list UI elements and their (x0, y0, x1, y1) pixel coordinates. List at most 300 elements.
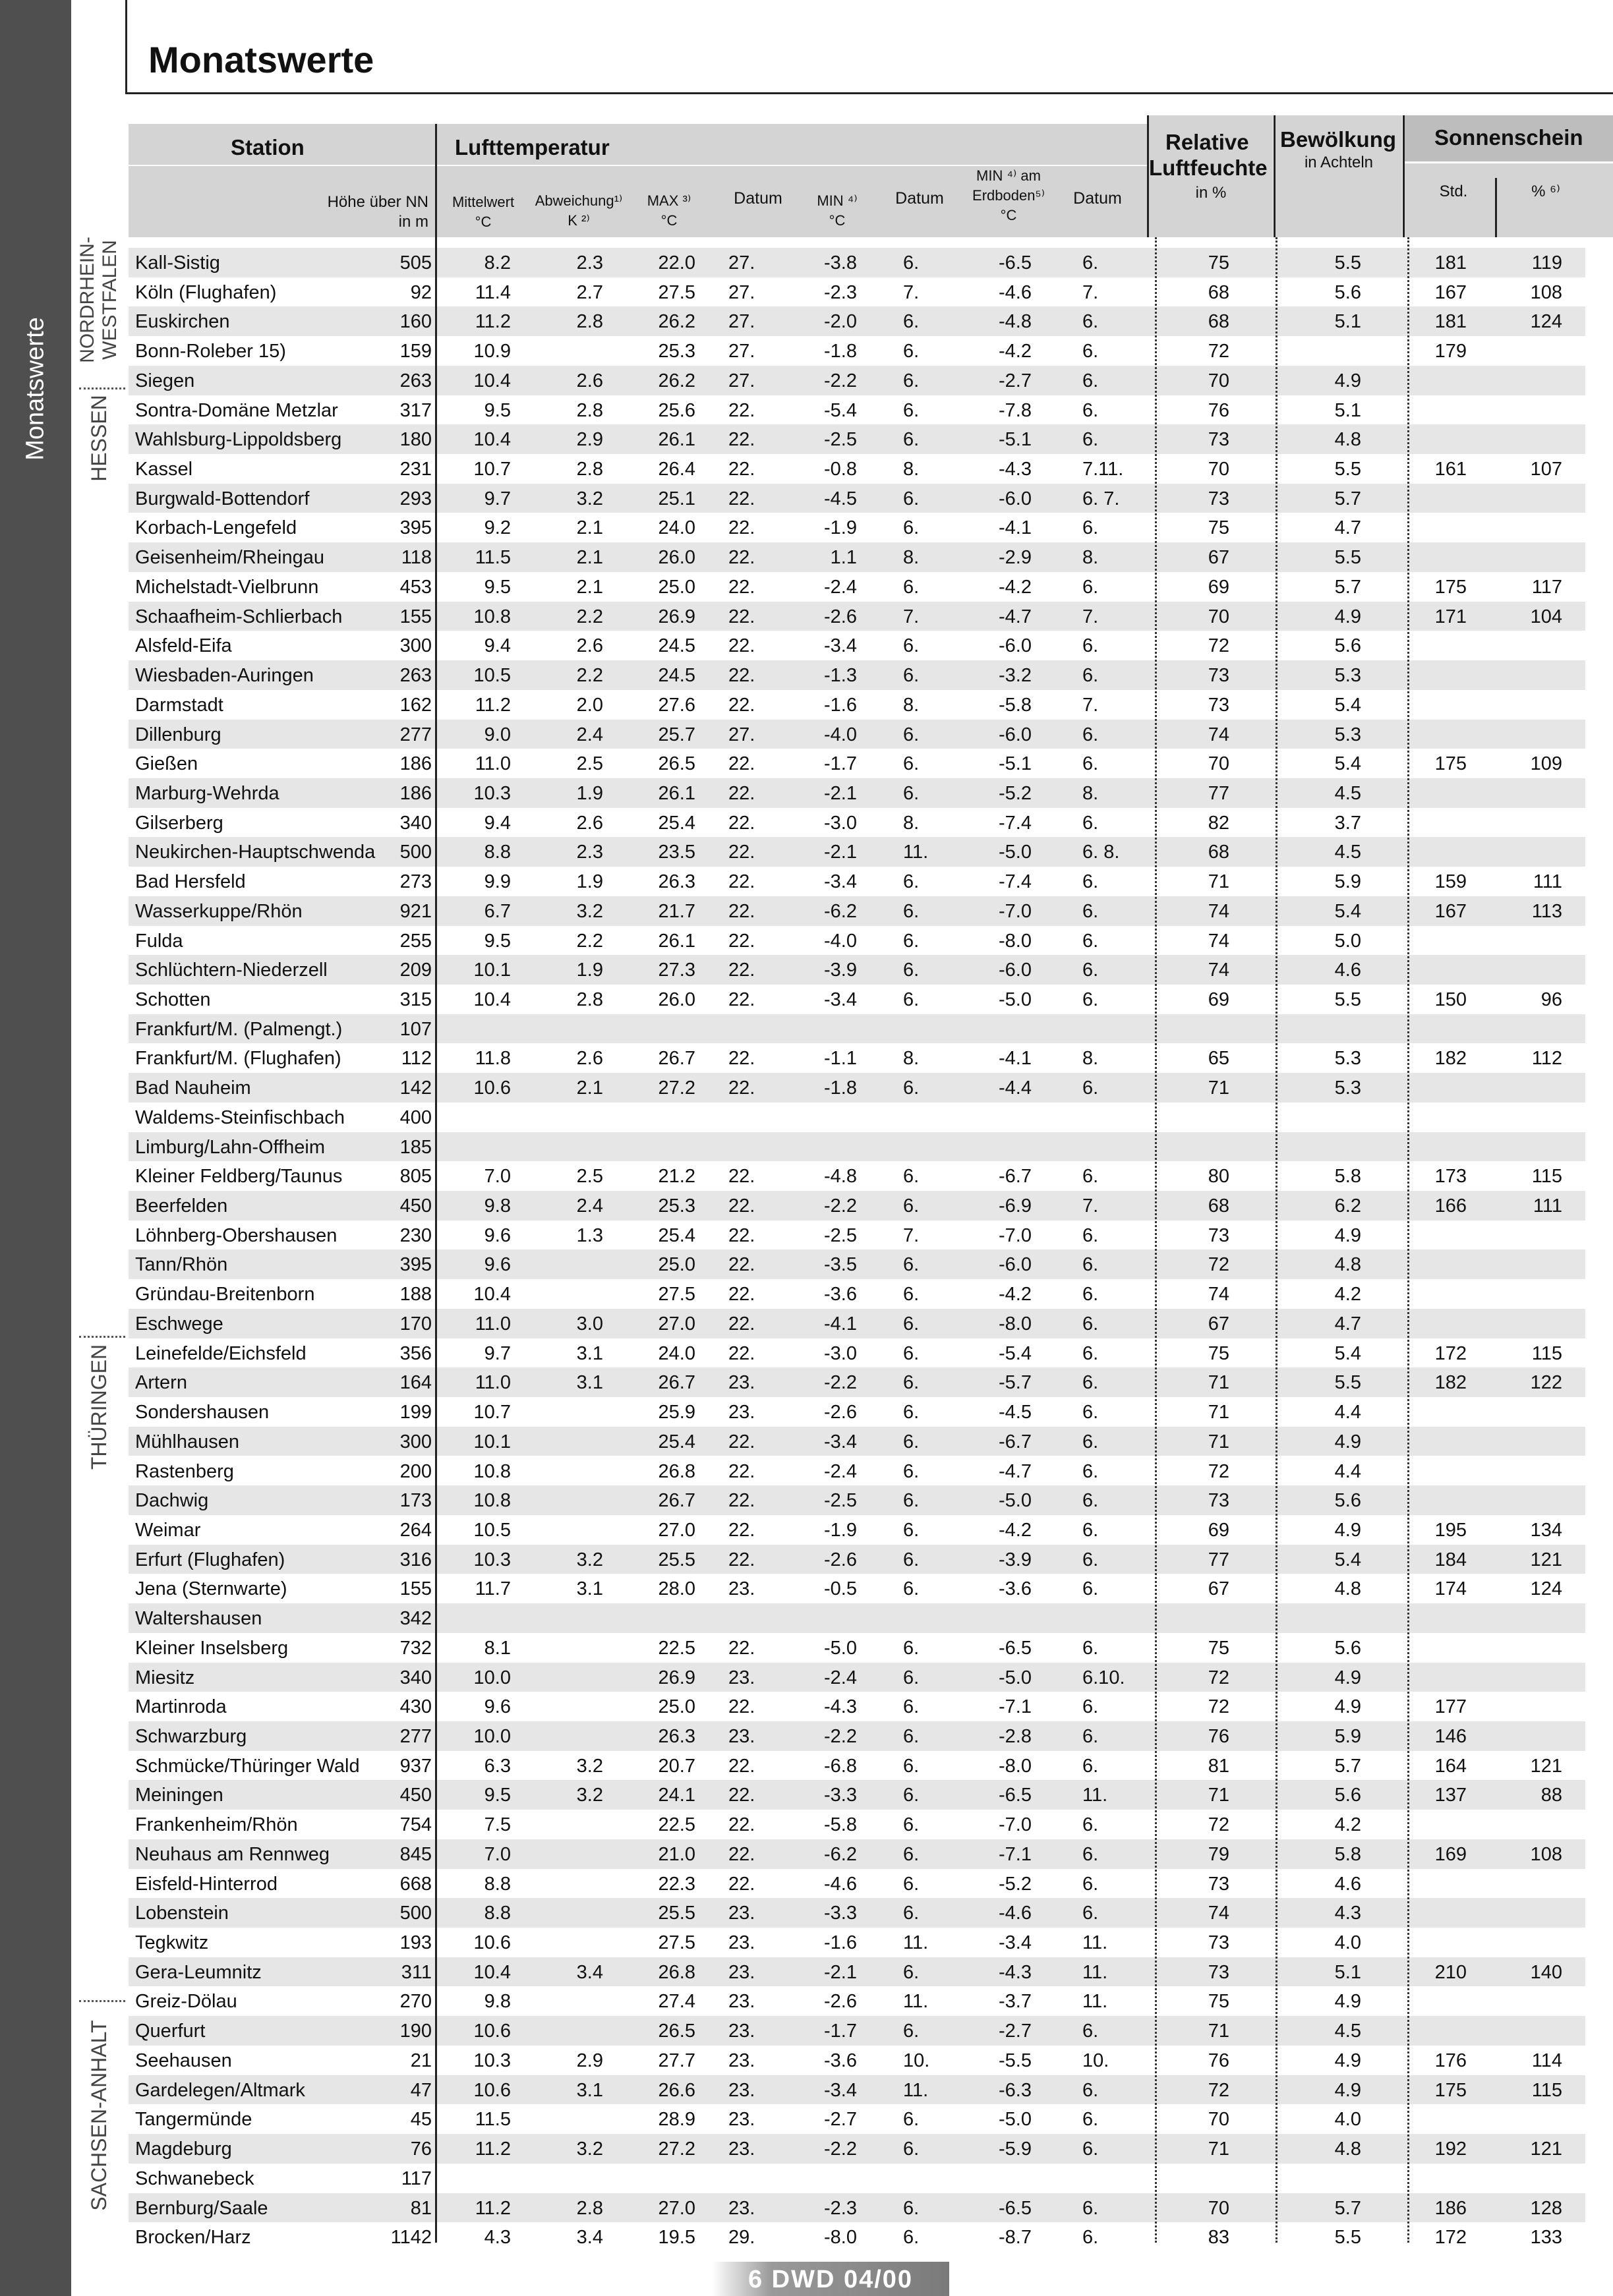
cell-max: 19.5 (658, 2227, 695, 2249)
cell-min: -3.3 (824, 1785, 857, 1806)
table-row (129, 424, 1585, 454)
cell-max: 24.5 (658, 665, 695, 687)
table-row (129, 2016, 1585, 2046)
cell-max: 25.1 (658, 488, 695, 509)
cell-max: 26.7 (658, 1372, 695, 1394)
cell-abweichung: 3.2 (576, 1549, 603, 1570)
cell-humidity: 72 (1208, 341, 1229, 362)
cell-humidity: 72 (1208, 1667, 1229, 1688)
cell-hoehe: 155 (399, 1578, 432, 1600)
region-thueringen: THÜRINGEN (87, 1344, 111, 1470)
cell-min: -2.6 (824, 1549, 857, 1570)
table-row (129, 1663, 1585, 1692)
cell-max-datum: 22. (728, 1342, 755, 1364)
cell-mittelwert: 9.5 (484, 1785, 511, 1806)
cell-max: 25.5 (658, 1903, 695, 1924)
cell-min: -6.2 (824, 1843, 857, 1865)
cell-hoehe: 170 (399, 1313, 432, 1335)
cell-station-name: Kleiner Inselsberg (135, 1637, 289, 1659)
cell-erdboden-datum: 6. (1082, 2227, 1099, 2249)
cell-max: 27.6 (658, 694, 695, 716)
cell-min: -3.4 (824, 871, 857, 893)
cell-cloud: 5.5 (1334, 459, 1361, 480)
cell-mittelwert: 7.0 (484, 1166, 511, 1188)
table-row (129, 837, 1585, 867)
cell-max: 25.6 (658, 399, 695, 421)
cell-cloud: 5.7 (1334, 2197, 1361, 2219)
cell-erdboden-datum: 6. (1082, 1637, 1099, 1659)
cell-min: -2.5 (824, 1224, 857, 1246)
cell-humidity: 68 (1208, 281, 1229, 303)
cell-min: -3.6 (824, 2050, 857, 2071)
cell-hoehe: 317 (399, 399, 432, 421)
cell-cloud: 5.5 (1334, 989, 1361, 1010)
cell-min-datum: 6. (903, 2109, 920, 2131)
cell-max: 24.1 (658, 1785, 695, 1806)
cell-max: 26.8 (658, 1460, 695, 1482)
cell-humidity: 75 (1208, 1342, 1229, 1364)
cell-hoehe: 118 (401, 547, 432, 569)
cell-abweichung: 3.4 (576, 1961, 603, 1983)
cell-min: -2.4 (824, 576, 857, 598)
cell-cloud: 5.4 (1334, 1549, 1361, 1570)
cell-max: 27.0 (658, 1519, 695, 1541)
cell-humidity: 70 (1208, 606, 1229, 627)
cell-station-name: Waltershausen (135, 1608, 262, 1630)
table-row (129, 1928, 1585, 1957)
table-row (129, 1367, 1585, 1397)
cell-max: 22.3 (658, 1873, 695, 1895)
cell-erdboden-datum: 6. (1082, 429, 1099, 451)
cell-max-datum: 23. (728, 1961, 755, 1983)
cell-humidity: 71 (1208, 1372, 1229, 1394)
cell-humidity: 73 (1208, 429, 1229, 451)
cell-hoehe: 340 (399, 812, 432, 834)
cell-max: 25.5 (658, 1549, 695, 1570)
cell-erdboden-datum: 6. (1082, 2109, 1099, 2131)
cell-humidity: 67 (1208, 1578, 1229, 1600)
table-row (129, 1103, 1585, 1132)
cell-sun-std: 175 (1434, 576, 1467, 598)
cell-min: -1.9 (824, 517, 857, 539)
cell-abweichung: 3.4 (576, 2227, 603, 2249)
region-separator (79, 1336, 125, 1338)
cell-min-erdboden: -7.1 (999, 1696, 1032, 1718)
cell-min-datum: 6. (903, 1460, 920, 1482)
cell-cloud: 5.9 (1334, 871, 1361, 893)
cell-sun-pct: 115 (1531, 1166, 1562, 1188)
cell-sun-std: 161 (1434, 459, 1467, 480)
cell-hoehe: 190 (399, 2021, 432, 2042)
cell-max: 26.1 (658, 782, 695, 804)
cell-max: 25.4 (658, 1224, 695, 1246)
cell-hoehe: 754 (399, 1814, 432, 1836)
cell-erdboden-datum: 6. (1082, 1402, 1099, 1423)
cell-max-datum: 22. (728, 694, 755, 716)
cell-hoehe: 805 (399, 1166, 432, 1188)
cell-erdboden-datum: 6. (1082, 576, 1099, 598)
cell-max: 25.4 (658, 1431, 695, 1452)
cell-mittelwert: 10.3 (473, 1549, 511, 1570)
cell-station-name: Gera-Leumnitz (135, 1961, 262, 1983)
cell-min: -3.4 (824, 989, 857, 1010)
cell-station-name: Burgwald-Bottendorf (135, 488, 310, 509)
cell-max: 26.5 (658, 753, 695, 775)
cell-station-name: Schaafheim-Schlierbach (135, 606, 343, 627)
cell-cloud: 4.8 (1334, 1578, 1361, 1600)
cell-min: -2.3 (824, 2197, 857, 2219)
cell-abweichung: 2.6 (576, 635, 603, 657)
cell-min: -1.3 (824, 665, 857, 687)
cell-max: 25.7 (658, 724, 695, 745)
cell-min-datum: 6. (903, 1578, 920, 1600)
cell-min-datum: 6. (903, 2138, 920, 2160)
cell-mittelwert: 9.6 (484, 1254, 511, 1276)
cell-max-datum: 22. (728, 459, 755, 480)
cell-max-datum: 22. (728, 576, 755, 598)
cell-max-datum: 22. (728, 517, 755, 539)
cell-sun-pct: 117 (1531, 576, 1562, 598)
cell-station-name: Neuhaus am Rennweg (135, 1843, 330, 1865)
cell-hoehe: 180 (399, 429, 432, 451)
cell-humidity: 72 (1208, 1254, 1229, 1276)
cell-erdboden-datum: 6. (1082, 1254, 1099, 1276)
header-luftfeuchte: Luftfeuchte (1149, 156, 1268, 180)
cell-hoehe: 164 (399, 1372, 432, 1394)
header-pct: % ⁶⁾ (1531, 183, 1560, 200)
cell-min-erdboden: -4.2 (999, 1284, 1032, 1306)
table-row (129, 631, 1585, 660)
cell-station-name: Eschwege (135, 1313, 223, 1335)
cell-mittelwert: 10.8 (473, 1490, 511, 1512)
cell-mittelwert: 10.0 (473, 1667, 511, 1688)
cell-hoehe: 200 (399, 1460, 432, 1482)
cell-cloud: 5.3 (1334, 724, 1361, 745)
cell-hoehe: 277 (399, 724, 432, 745)
cell-min-datum: 6. (903, 2197, 920, 2219)
cell-min-datum: 6. (903, 1785, 920, 1806)
table-row (129, 1014, 1585, 1044)
cell-min-datum: 6. (903, 1077, 920, 1099)
cell-max-datum: 27. (728, 724, 755, 745)
cell-station-name: Alsfeld-Eifa (135, 635, 232, 657)
cell-cloud: 5.9 (1334, 1726, 1361, 1747)
cell-abweichung: 2.6 (576, 812, 603, 834)
table-row (129, 1249, 1585, 1279)
cell-humidity: 73 (1208, 488, 1229, 509)
cell-cloud: 4.7 (1334, 517, 1361, 539)
cell-max: 27.5 (658, 1932, 695, 1954)
cell-max-datum: 22. (728, 606, 755, 627)
cell-min-erdboden: -3.7 (999, 1991, 1032, 2013)
cell-max: 27.7 (658, 2050, 695, 2071)
cell-min: -2.2 (824, 1195, 857, 1217)
table-row (129, 1191, 1585, 1220)
cell-hoehe: 117 (401, 2167, 432, 2189)
cell-min: -2.5 (824, 1490, 857, 1512)
cell-min-datum: 8. (903, 812, 920, 834)
table-row (129, 1633, 1585, 1663)
cell-min-erdboden: -4.3 (999, 1961, 1032, 1983)
table-row (129, 1132, 1585, 1162)
cell-mittelwert: 8.2 (484, 252, 511, 273)
cell-max-datum: 22. (728, 1077, 755, 1099)
cell-station-name: Gardelegen/Altmark (135, 2079, 305, 2101)
cell-min-erdboden: -6.9 (999, 1195, 1032, 1217)
cell-cloud: 5.1 (1334, 1961, 1361, 1983)
cell-sun-std: 171 (1434, 606, 1467, 627)
cell-min-erdboden: -6.0 (999, 635, 1032, 657)
cell-min-datum: 6. (903, 2021, 920, 2042)
cell-min: -0.8 (824, 459, 857, 480)
cell-hoehe: 277 (399, 1726, 432, 1747)
cell-mittelwert: 9.2 (484, 517, 511, 539)
cell-humidity: 69 (1208, 576, 1229, 598)
cell-erdboden-datum: 6. (1082, 1166, 1099, 1188)
cell-min: -5.0 (824, 1637, 857, 1659)
cell-abweichung: 2.2 (576, 930, 603, 952)
table-row (129, 1545, 1585, 1574)
cell-cloud: 4.6 (1334, 960, 1361, 981)
cell-min: -3.0 (824, 812, 857, 834)
cell-humidity: 68 (1208, 1195, 1229, 1217)
cell-erdboden-datum: 6. (1082, 989, 1099, 1010)
cell-min-erdboden: -6.5 (999, 2197, 1032, 2219)
cell-station-name: Weimar (135, 1519, 201, 1541)
cell-station-name: Löhnberg-Obershausen (135, 1224, 337, 1246)
table-row (129, 1515, 1585, 1545)
cell-erdboden-datum: 6. (1082, 517, 1099, 539)
cell-min-erdboden: -6.5 (999, 1785, 1032, 1806)
cell-min-datum: 11. (903, 1932, 929, 1954)
cell-min-erdboden: -5.8 (999, 694, 1032, 716)
cell-max-datum: 23. (728, 1667, 755, 1688)
cell-hoehe: 273 (399, 871, 432, 893)
cell-min-erdboden: -5.1 (999, 429, 1032, 451)
cell-erdboden-datum: 10. (1082, 2050, 1109, 2071)
table-row (129, 454, 1585, 484)
cell-station-name: Rastenberg (135, 1460, 234, 1482)
cell-cloud: 4.0 (1334, 1932, 1361, 1954)
cell-humidity: 72 (1208, 2079, 1229, 2101)
cell-mittelwert: 11.8 (475, 1048, 511, 1070)
cell-max: 22.5 (658, 1637, 695, 1659)
cell-hoehe: 21 (410, 2050, 432, 2071)
cell-min-datum: 6. (903, 1667, 920, 1688)
cell-cloud: 5.3 (1334, 1048, 1361, 1070)
table-row (129, 720, 1585, 749)
table-row (129, 277, 1585, 307)
station-divider (435, 124, 437, 2243)
cell-min-erdboden: -4.3 (999, 459, 1032, 480)
cell-min-erdboden: -5.0 (999, 1490, 1032, 1512)
cell-hoehe: 430 (399, 1696, 432, 1718)
header-lufttemperatur: Lufttemperatur (455, 135, 610, 159)
cell-mittelwert: 11.2 (475, 311, 511, 333)
cell-cloud: 5.3 (1334, 1077, 1361, 1099)
cell-max: 26.0 (658, 989, 695, 1010)
cell-max-datum: 23. (728, 2021, 755, 2042)
cell-abweichung: 2.8 (576, 399, 603, 421)
cell-station-name: Dachwig (135, 1490, 209, 1512)
cell-mittelwert: 10.4 (473, 989, 511, 1010)
cell-sun-pct: 112 (1531, 1048, 1562, 1070)
cell-station-name: Sontra-Domäne Metzlar (135, 399, 338, 421)
cell-min: -2.4 (824, 1460, 857, 1482)
cell-station-name: Schwarzburg (135, 1726, 247, 1747)
cell-max: 27.4 (658, 1991, 695, 2013)
cell-max: 25.0 (658, 1696, 695, 1718)
cell-hoehe: 209 (399, 960, 432, 981)
cell-cloud: 5.5 (1334, 1372, 1361, 1394)
cell-cloud: 4.5 (1334, 782, 1361, 804)
cell-max-datum: 22. (728, 1166, 755, 1188)
cell-hoehe: 263 (399, 665, 432, 687)
cell-min-erdboden: -4.8 (999, 311, 1032, 333)
cell-cloud: 4.9 (1334, 370, 1361, 391)
cell-sun-std: 172 (1434, 1342, 1467, 1364)
cell-abweichung: 2.2 (576, 606, 603, 627)
cell-hoehe: 185 (399, 1136, 432, 1158)
cell-min-erdboden: -5.4 (999, 1342, 1032, 1364)
cell-sun-std: 164 (1434, 1755, 1467, 1777)
cell-humidity: 67 (1208, 547, 1229, 569)
cell-min: -2.3 (824, 281, 857, 303)
cell-max: 27.0 (658, 1313, 695, 1335)
cell-humidity: 73 (1208, 665, 1229, 687)
cell-station-name: Magdeburg (135, 2138, 232, 2160)
cell-humidity: 69 (1208, 1519, 1229, 1541)
header-station: Station (231, 135, 305, 159)
region-separator (79, 387, 125, 389)
cell-cloud: 4.2 (1334, 1284, 1361, 1306)
cell-humidity: 73 (1208, 1224, 1229, 1246)
cell-sun-std: 181 (1434, 311, 1467, 333)
cell-hoehe: 142 (399, 1077, 432, 1099)
cell-hoehe: 845 (399, 1843, 432, 1865)
cell-abweichung: 2.9 (576, 2050, 603, 2071)
cell-abweichung: 2.1 (576, 576, 603, 598)
cell-erdboden-datum: 7. (1082, 606, 1099, 627)
cell-abweichung: 3.0 (576, 1313, 603, 1335)
cell-mittelwert: 9.6 (484, 1696, 511, 1718)
table-row (129, 2046, 1585, 2075)
cell-abweichung: 2.8 (576, 2197, 603, 2219)
cloud-divider (1274, 115, 1276, 237)
cell-sun-std: 182 (1434, 1048, 1467, 1070)
cell-erdboden-datum: 6. (1082, 930, 1099, 952)
cell-erdboden-datum: 6. (1082, 1490, 1099, 1512)
cell-min-erdboden: -4.6 (999, 1903, 1032, 1924)
cell-sun-pct: 115 (1531, 1342, 1562, 1364)
cell-mittelwert: 10.6 (473, 2079, 511, 2101)
table-row (129, 306, 1585, 336)
cell-humidity: 71 (1208, 2138, 1229, 2160)
cell-min-erdboden: -7.0 (999, 1224, 1032, 1246)
table-row (129, 1957, 1585, 1987)
cell-hoehe: 230 (399, 1224, 432, 1246)
cell-max: 21.2 (658, 1166, 695, 1188)
cell-station-name: Martinroda (135, 1696, 227, 1718)
cell-min-erdboden: -5.5 (999, 2050, 1032, 2071)
cell-max: 25.3 (658, 341, 695, 362)
cell-erdboden-datum: 6. (1082, 311, 1099, 333)
cell-erdboden-datum: 11. (1082, 1991, 1108, 2013)
cell-min: -2.4 (824, 1667, 857, 1688)
cell-erdboden-datum: 6. (1082, 665, 1099, 687)
table-row (129, 1043, 1585, 1073)
cell-humidity: 74 (1208, 900, 1229, 922)
table-row (129, 1898, 1585, 1928)
cell-sun-pct: 109 (1530, 753, 1562, 775)
cell-erdboden-datum: 8. (1082, 1048, 1099, 1070)
cell-max-datum: 23. (728, 2050, 755, 2071)
cell-abweichung: 2.9 (576, 429, 603, 451)
header-abweichung: Abweichung¹⁾ K ²⁾ (535, 192, 623, 229)
cell-station-name: Meiningen (135, 1785, 223, 1806)
cell-max-datum: 22. (728, 930, 755, 952)
cell-humidity: 70 (1208, 370, 1229, 391)
cell-sun-pct: 114 (1531, 2050, 1562, 2071)
cell-max-datum: 23. (728, 1402, 755, 1423)
cell-mittelwert: 8.1 (484, 1637, 511, 1659)
cell-cloud: 6.2 (1334, 1195, 1361, 1217)
cell-erdboden-datum: 6. (1082, 399, 1099, 421)
sun-std-divider (1495, 178, 1497, 237)
cell-max-datum: 27. (728, 281, 755, 303)
cell-erdboden-datum: 6. (1082, 341, 1099, 362)
cell-sun-std: 175 (1434, 2079, 1467, 2101)
cell-humidity: 72 (1208, 1460, 1229, 1482)
cell-min-erdboden: -2.9 (999, 547, 1032, 569)
cell-sun-pct: 121 (1530, 1755, 1562, 1777)
cell-min-erdboden: -5.0 (999, 989, 1032, 1010)
cell-max-datum: 22. (728, 1755, 755, 1777)
cell-cloud: 5.6 (1334, 635, 1361, 657)
cell-abweichung: 1.9 (576, 871, 603, 893)
cell-min-datum: 6. (903, 1313, 920, 1335)
cell-hoehe: 342 (399, 1608, 432, 1630)
cell-min: -1.9 (824, 1519, 857, 1541)
cell-station-name: Greiz-Dölau (135, 1991, 237, 2013)
table-row (129, 2193, 1585, 2223)
cell-humidity: 70 (1208, 2109, 1229, 2131)
cell-humidity: 69 (1208, 989, 1229, 1010)
cell-cloud: 3.7 (1334, 812, 1361, 834)
cell-min-datum: 6. (903, 1843, 920, 1865)
cell-humidity: 76 (1208, 1726, 1229, 1747)
cell-min: -2.1 (824, 1961, 857, 1983)
cell-cloud: 4.6 (1334, 1873, 1361, 1895)
table-row (129, 867, 1585, 896)
cell-min-datum: 6. (903, 1342, 920, 1364)
cell-min-erdboden: -5.2 (999, 1873, 1032, 1895)
cell-erdboden-datum: 6. (1082, 252, 1099, 273)
cell-min-erdboden: -4.6 (999, 281, 1032, 303)
cell-abweichung: 2.1 (576, 547, 603, 569)
cell-station-name: Geisenheim/Rheingau (135, 547, 324, 569)
cell-max-datum: 22. (728, 1490, 755, 1512)
cell-hoehe: 450 (399, 1785, 432, 1806)
cell-sun-pct: 133 (1530, 2227, 1562, 2249)
cell-humidity: 81 (1208, 1755, 1229, 1777)
cell-station-name: Gilserberg (135, 812, 223, 834)
cell-hoehe: 921 (399, 900, 432, 922)
cell-cloud: 4.5 (1334, 2021, 1361, 2042)
cell-min-datum: 6. (903, 1490, 920, 1512)
cell-mittelwert: 10.4 (473, 429, 511, 451)
cell-hoehe: 937 (399, 1755, 432, 1777)
